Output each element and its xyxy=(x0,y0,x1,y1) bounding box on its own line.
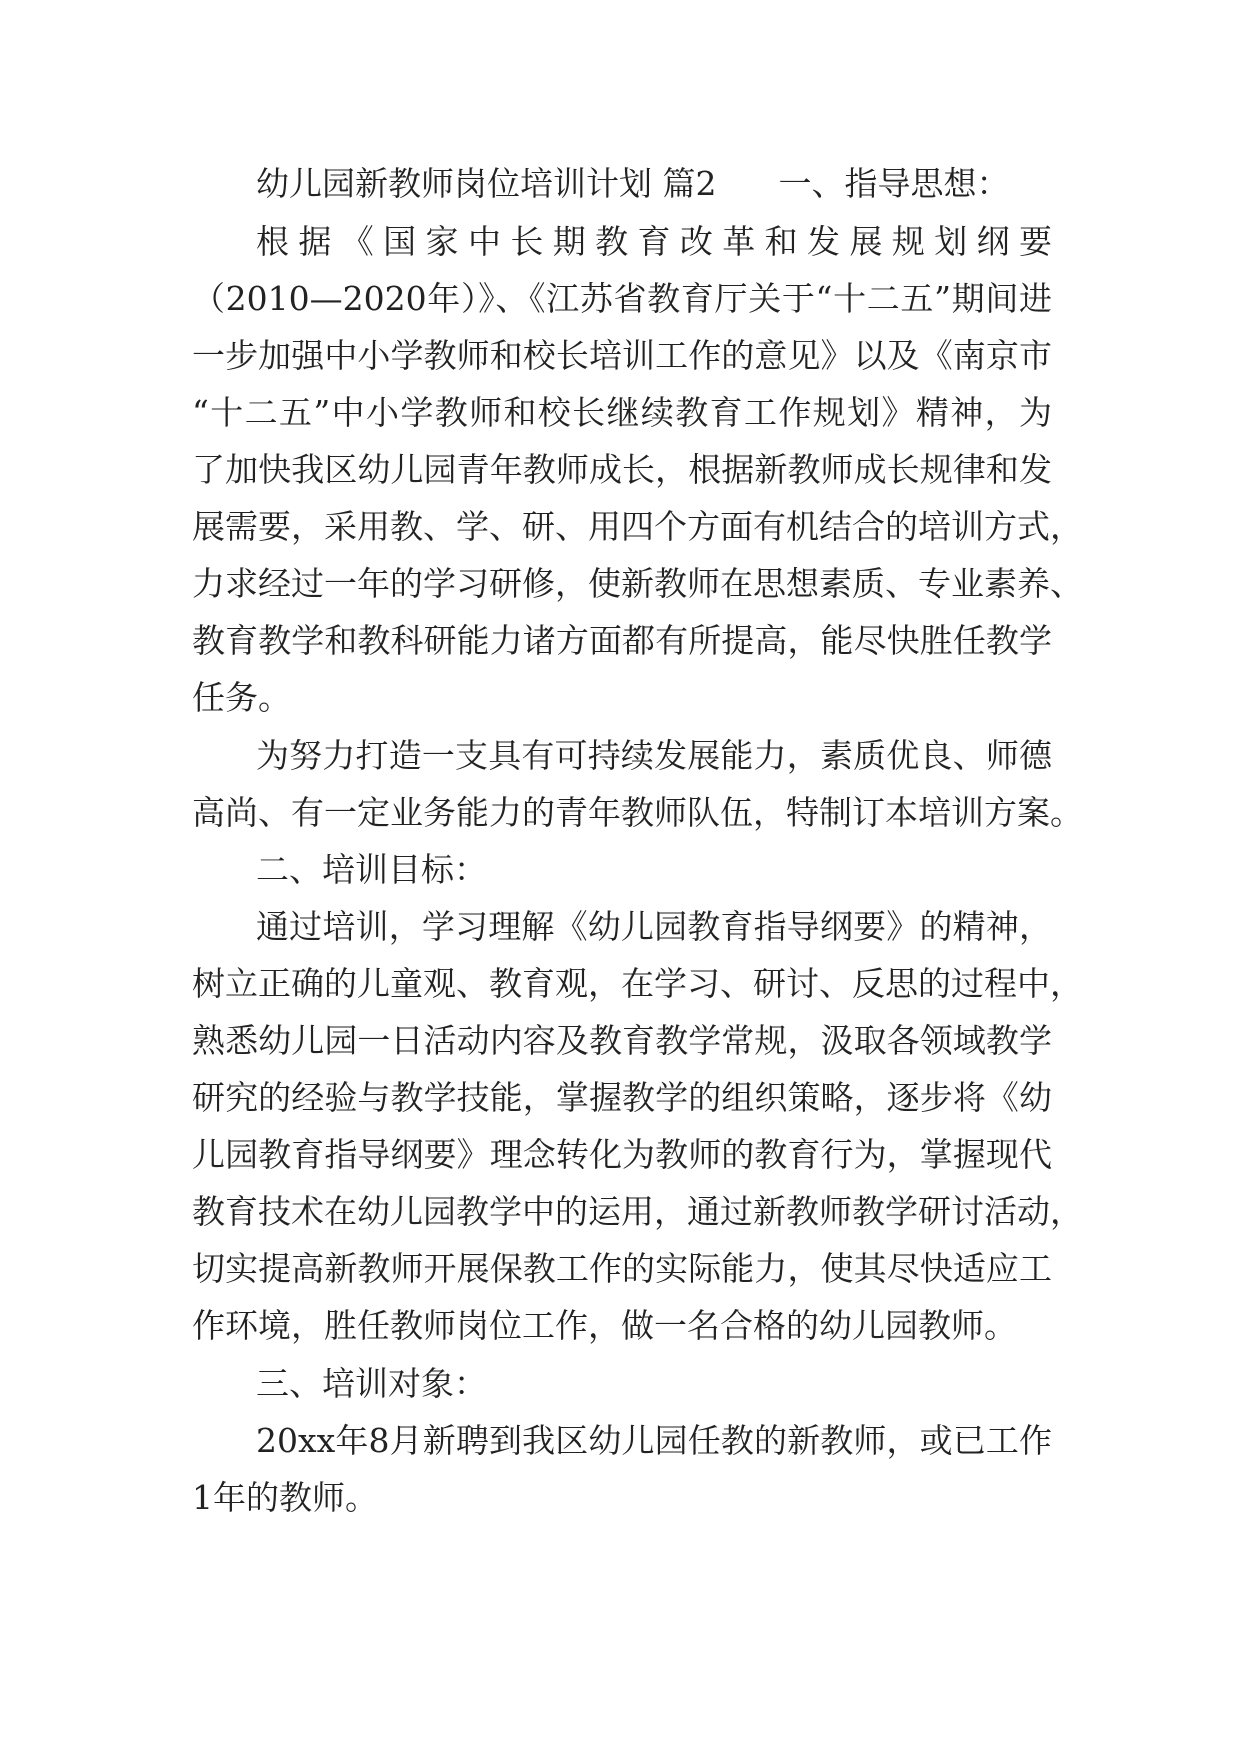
section-heading-training-targets: 三、培训对象： xyxy=(256,1364,487,1403)
paragraph-line: 根据《国家中长期教育改革和发展规划纲要 xyxy=(256,222,1052,261)
paragraph-line: 20xx年8月新聘到我区幼儿园任教的新教师，或已工作 xyxy=(256,1421,1052,1460)
paragraph-line: 了加快我区幼儿园青年教师成长，根据新教师成长规律和发 xyxy=(192,450,1052,489)
paragraph-line: 作环境，胜任教师岗位工作，做一名合格的幼儿园教师。 xyxy=(192,1306,1017,1345)
paragraph-line: 力求经过一年的学习研修，使新教师在思想素质、专业素养、 xyxy=(192,564,1083,603)
paragraph-line: 一步加强中小学教师和校长培训工作的意见》以及《南京市 xyxy=(192,336,1052,375)
section-heading-guiding-ideology: 一、指导思想： xyxy=(778,164,1010,203)
paragraph-line: 任务。 xyxy=(192,678,291,717)
paragraph-line: 熟悉幼儿园一日活动内容及教育教学常规，汲取各领域教学 xyxy=(192,1021,1052,1060)
paragraph-line: 教育教学和教科研能力诸方面都有所提高，能尽快胜任教学 xyxy=(192,621,1052,660)
paragraph-line: 教育技术在幼儿园教学中的运用，通过新教师教学研讨活动， xyxy=(192,1192,1083,1231)
document-title: 幼儿园新教师岗位培训计划 篇2 xyxy=(256,164,717,203)
paragraph-line: 儿园教育指导纲要》理念转化为教师的教育行为，掌握现代 xyxy=(192,1135,1052,1174)
paragraph-line: 为努力打造一支具有可持续发展能力，素质优良、师德 xyxy=(256,736,1052,775)
paragraph-line: 1年的教师。 xyxy=(192,1478,378,1517)
paragraph-line: 高尚、有一定业务能力的青年教师队伍，特制订本培训方案。 xyxy=(192,793,1083,832)
title-line xyxy=(256,152,1036,216)
paragraph-line: 通过培训，学习理解《幼儿园教育指导纲要》的精神， xyxy=(256,907,1052,946)
paragraph-line: 展需要，采用教、学、研、用四个方面有机结合的培训方式， xyxy=(192,507,1083,546)
paragraph-line: （2010—2020年）》、《江苏省教育厅关于“十二五”期间进 xyxy=(192,279,1052,318)
paragraph-line: 树立正确的儿童观、教育观，在学习、研讨、反思的过程中， xyxy=(192,964,1083,1003)
paragraph-line: 研究的经验与教学技能，掌握教学的组织策略，逐步将《幼 xyxy=(192,1078,1052,1117)
section-heading-training-goals: 二、培训目标： xyxy=(256,850,487,889)
paragraph-line: 切实提高新教师开展保教工作的实际能力，使其尽快适应工 xyxy=(192,1249,1052,1288)
paragraph-line: “十二五”中小学教师和校长继续教育工作规划》精神，为 xyxy=(192,393,1052,432)
